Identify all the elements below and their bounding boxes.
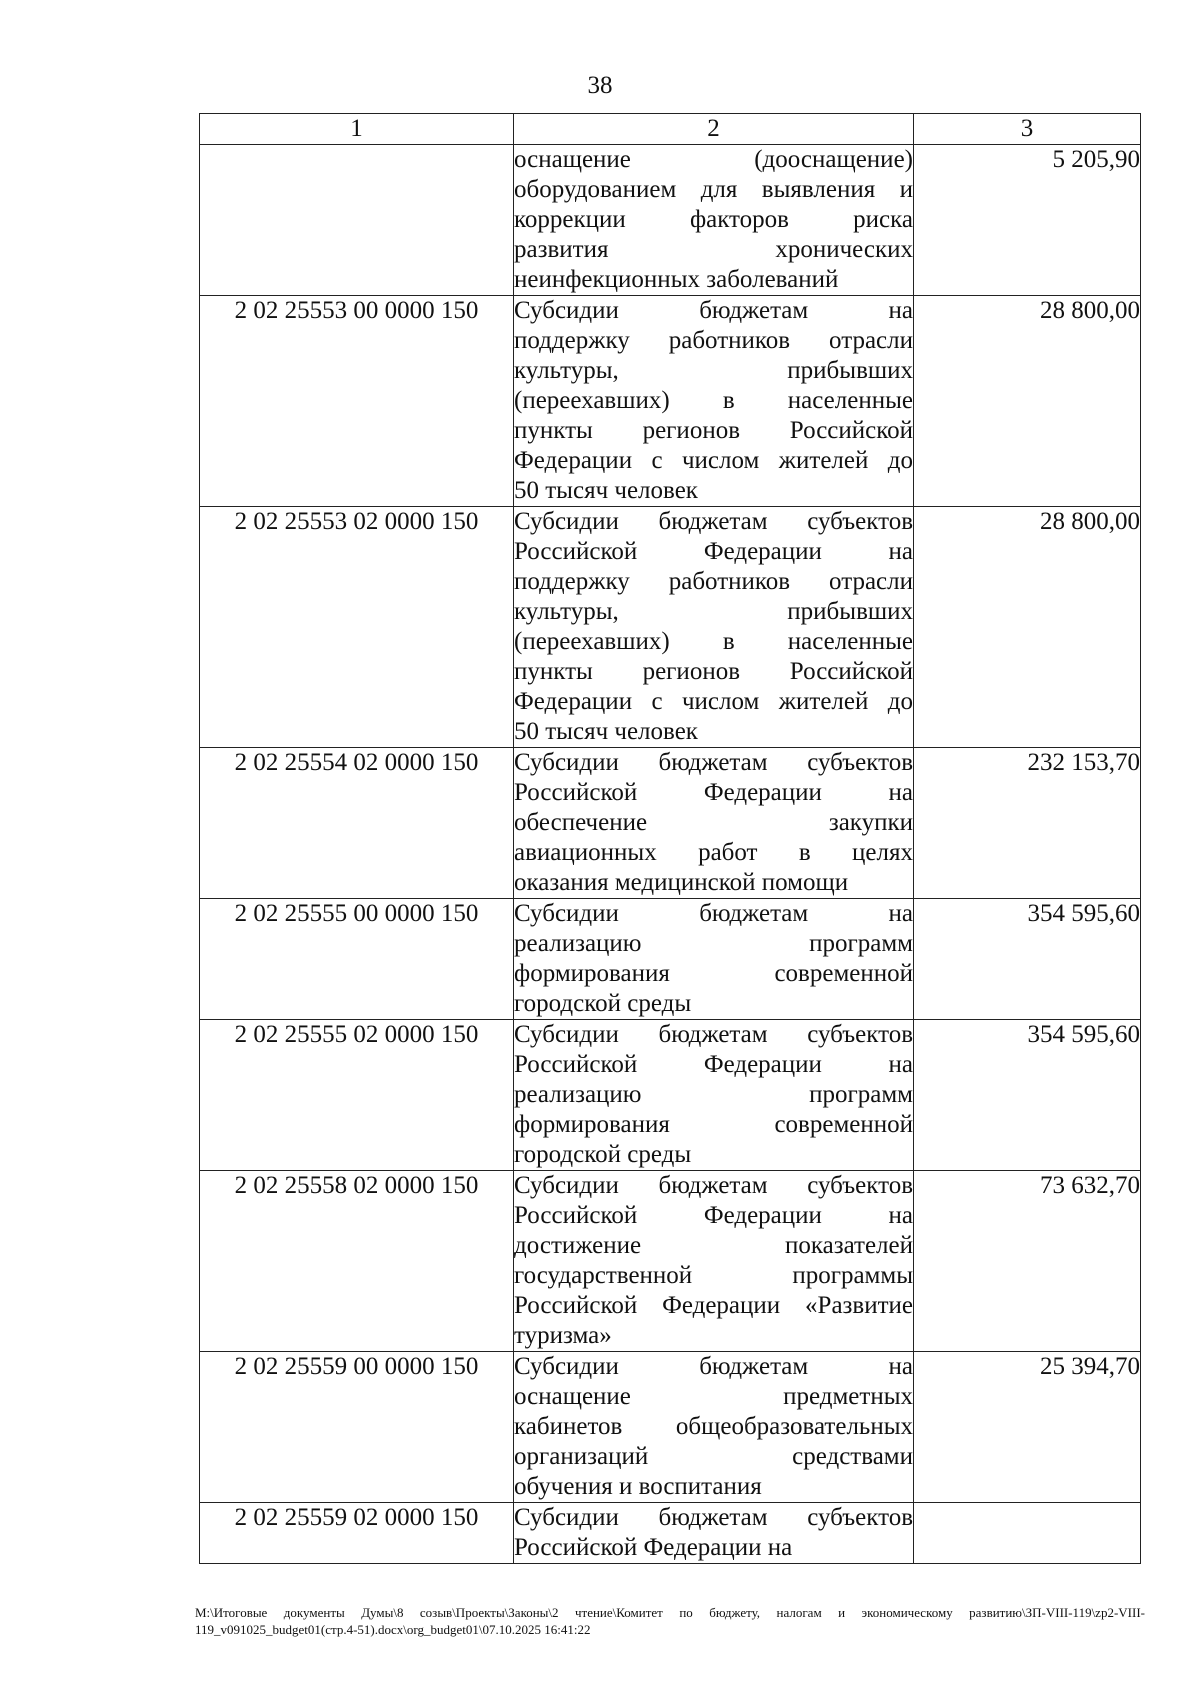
description-cell [514,748,914,899]
description-line: формирования современной [514,960,913,987]
description-line: культуры, прибывших [514,598,913,625]
description-line: Российской Федерации на [514,1202,913,1229]
description-line: кабинетов общеобразовательных [514,1413,913,1440]
description-cell [514,1171,914,1352]
file-path-footer: M:\Итоговые документы Думы\8 созыв\Проекты\Законы\2 чтение\Комитет по бюджету, налогам и экономическому развитию\ЗП-VIII-119\zp2-VIII-119_v091025_budget01(стр.4-51).docx\org_budget01\07.10.2025 16:41:22 [195,1605,1145,1637]
amount-cell [914,1503,1141,1564]
table-row [200,145,1141,296]
description-line: (переехавших) в населенные [514,387,913,414]
description-line: обеспечение закупки [514,809,913,836]
budget-code-cell: 2 02 25555 00 0000 150 [200,899,514,1020]
description-line: реализацию программ [514,930,913,957]
description-cell [514,1020,914,1171]
description-line: Российской Федерации на [514,1534,793,1561]
description-cell [514,1352,914,1503]
budget-code-cell: 2 02 25555 02 0000 150 [200,1020,514,1171]
description-line: Субсидии бюджетам субъектов [514,749,913,776]
description-line: Федерации с числом жителей до [514,688,913,715]
description-cell [514,1503,914,1564]
description-line: культуры, прибывших [514,357,913,384]
description-line: Субсидии бюджетам субъектов [514,1021,913,1048]
description-line: туризма» [514,1322,612,1349]
description-line: оснащение предметных [514,1383,913,1410]
budget-code-cell: 2 02 25559 00 0000 150 [200,1352,514,1503]
table-row [200,296,1141,507]
description-cell [514,145,914,296]
description-line: неинфекционных заболеваний [514,266,839,293]
budget-code-cell [200,145,514,296]
description-line: формирования современной [514,1111,913,1138]
description-line: Субсидии бюджетам субъектов [514,508,913,535]
description-line: оказания медицинской помощи [514,869,849,896]
amount-cell: 73 632,70 [914,1171,1141,1352]
description-line: государственной программы [514,1262,913,1289]
description-line: Субсидии бюджетам субъектов [514,1504,913,1531]
description-line: пункты регионов Российской [514,417,913,444]
amount-cell: 354 595,60 [914,1020,1141,1171]
amount-cell: 28 800,00 [914,296,1141,507]
description-line: организаций средствами [514,1443,913,1470]
amount-cell: 25 394,70 [914,1352,1141,1503]
table-row [200,748,1141,899]
description-line: поддержку работников отрасли [514,568,913,595]
column-header-code: 1 [200,114,514,145]
description-line: Российской Федерации на [514,538,913,565]
budget-code-cell: 2 02 25553 00 0000 150 [200,296,514,507]
table-row [200,1171,1141,1352]
column-header-amount: 3 [914,114,1141,145]
table-header-row [200,114,1141,145]
description-line: авиационных работ в целях [514,839,913,866]
amount-cell: 28 800,00 [914,507,1141,748]
description-line: поддержку работников отрасли [514,327,913,354]
description-line: 50 тысяч человек [514,477,698,504]
description-line: коррекции факторов риска [514,206,913,233]
description-line: оснащение (дооснащение) [514,146,913,173]
table-row [200,1503,1141,1564]
description-cell [514,507,914,748]
amount-cell: 354 595,60 [914,899,1141,1020]
description-line: городской среды [514,990,692,1017]
description-line: Российской Федерации на [514,1051,913,1078]
description-line: (переехавших) в населенные [514,628,913,655]
table-row [200,507,1141,748]
budget-code-cell: 2 02 25558 02 0000 150 [200,1171,514,1352]
description-line: Федерации с числом жителей до [514,447,913,474]
description-line: городской среды [514,1141,692,1168]
budget-code-cell: 2 02 25554 02 0000 150 [200,748,514,899]
table-row [200,1020,1141,1171]
description-cell [514,899,914,1020]
budget-code-cell: 2 02 25559 02 0000 150 [200,1503,514,1564]
description-line: достижение показателей [514,1232,913,1259]
table-row [200,1352,1141,1503]
description-line: Российской Федерации «Развитие [514,1292,913,1319]
description-line: обучения и воспитания [514,1473,762,1500]
description-line: Субсидии бюджетам на [514,900,913,927]
description-line: Субсидии бюджетам субъектов [514,1172,913,1199]
page-number: 38 [587,72,613,99]
amount-cell: 5 205,90 [914,145,1141,296]
description-line: реализацию программ [514,1081,913,1108]
budget-table [199,113,1141,1564]
description-line: развития хронических [514,236,913,263]
description-cell [514,296,914,507]
description-line: Российской Федерации на [514,779,913,806]
description-line: Субсидии бюджетам на [514,1353,913,1380]
table-body [200,145,1141,1564]
description-line: пункты регионов Российской [514,658,913,685]
column-header-description: 2 [514,114,914,145]
description-line: Субсидии бюджетам на [514,297,913,324]
description-line: 50 тысяч человек [514,718,698,745]
description-line: оборудованием для выявления и [514,176,913,203]
budget-code-cell: 2 02 25553 02 0000 150 [200,507,514,748]
table-row [200,899,1141,1020]
amount-cell: 232 153,70 [914,748,1141,899]
